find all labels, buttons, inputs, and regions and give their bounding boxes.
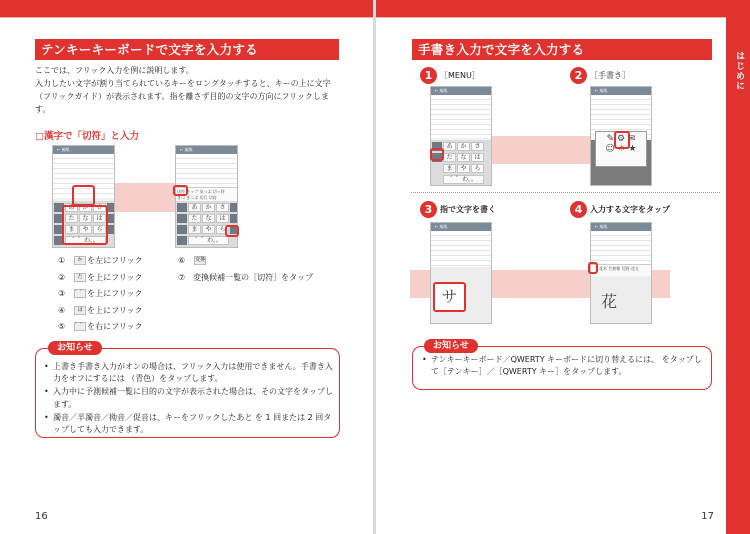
intro-text: ここでは、フリック入力を例に説明します。 入力したい文字が割り当てられているキーをロングタッチすると、キーの上に文字（フリックガイド）が表示されます。指を離さず目的の文字の方向にフリックします。 xyxy=(35,66,331,114)
notice-item: • 濁音／半濁音／拗音／促音は、キーをフリックしたあと を 1 回または 2 回タップしても入力できます。 xyxy=(44,412,334,436)
left-notice-label: お知らせ xyxy=(48,341,102,355)
phone-screenshot-menu: ← 編集 あ か さ た な は ま や ら ゛゜わ、。 xyxy=(430,86,492,186)
step-row: ③ ゛゜ を上にフリック xyxy=(58,289,143,298)
step-label: 入力する文字をタップ xyxy=(590,205,670,214)
step-number: 4 xyxy=(570,201,587,218)
phone-screenshot-menu-popup: ← 編集 ✎ ⚙ ✉ ☺ ☼ ★ xyxy=(590,86,652,186)
pink-band xyxy=(491,136,591,164)
right-notice-label: お知らせ xyxy=(424,339,478,353)
step-number: 1 xyxy=(420,67,437,84)
right-section-title: 手書き入力で文字を入力する xyxy=(412,39,712,60)
phone-screenshot-candidates: ← 編集 切符 キップ 気っぷ 切っ符 きつ きっぷ 切行 切符 あ か さ た な は ま や ら ゛゜わ、。 xyxy=(175,145,238,248)
step-label: ［MENU］ xyxy=(440,71,480,80)
notice-item: • 入力中に予測候補一覧に目的の文字が表示された場合は、その文字をタップします。 xyxy=(44,386,334,410)
highlight-candidate xyxy=(173,185,188,196)
step-row: ④ は を上にフリック xyxy=(58,305,143,315)
chapter-side-tab: はじめに xyxy=(726,17,750,534)
step-divider xyxy=(411,192,720,193)
handwriting-area-2: 花 xyxy=(600,292,617,311)
left-section-title: テンキーキーボードで文字を入力する xyxy=(35,39,339,60)
highlight-keys xyxy=(62,205,108,245)
notice-item: • テンキーキーボード／QWERTY キーボードに切り替えるには、 をタップして［テンキー］／［QWERTY キー］をタップします。 xyxy=(422,354,706,378)
left-notice-list xyxy=(44,361,334,437)
step-number: 3 xyxy=(420,201,437,218)
highlight-convert-key xyxy=(225,225,239,237)
step-row: ① か を左にフリック xyxy=(58,256,143,265)
step-label: 指で文字を書く xyxy=(440,205,496,214)
right-notice-list xyxy=(422,354,706,379)
steps-list xyxy=(58,253,143,336)
highlight-handwriting-option xyxy=(614,131,630,149)
step-row: ⑥ 変換 xyxy=(178,256,206,265)
right-page xyxy=(376,0,750,534)
tenkey-keyboard: あ か さ た な は ま や ら ゛゜わ、。 xyxy=(53,201,114,247)
phone-screenshot-flick: ← 編集 あ か さ た な は ま や ら ゛゜わ、。 xyxy=(52,145,115,248)
page-number-right: 17 xyxy=(701,511,714,522)
top-bar xyxy=(376,0,750,17)
handwriting-area-1[interactable]: サ xyxy=(433,282,466,312)
page-number-left: 16 xyxy=(35,511,48,522)
phone-screenshot-handwriting: ← 編集 xyxy=(430,222,492,324)
step-row: ⑦ 変換候補一覧の［切符］をタップ xyxy=(178,272,314,282)
step-row: ② た を上にフリック xyxy=(58,272,143,282)
highlight-menu-key xyxy=(430,148,444,161)
step-row: ⑤ ゛゜ を右にフリック xyxy=(58,322,143,331)
highlight-flick-guide xyxy=(72,185,95,206)
top-bar xyxy=(0,0,373,17)
phone-screenshot-candidate-select: ← 編集 花木 芒熱稚 荒野 花支 花 xyxy=(590,222,652,324)
step-number: 2 xyxy=(570,67,587,84)
pink-band xyxy=(115,183,175,212)
step-label: ［手書き］ xyxy=(590,71,630,80)
left-page xyxy=(0,0,373,534)
highlight-candidate-char xyxy=(588,262,598,274)
notice-item: • 上書き手書き入力がオンの場合は、フリック入力は使用できません。手書き入力をオフにするには （青色）をタップします。 xyxy=(44,361,334,385)
steps-list-2 xyxy=(178,253,313,286)
kanji-subhead: □漢字で「切符」と入力 xyxy=(35,131,139,142)
